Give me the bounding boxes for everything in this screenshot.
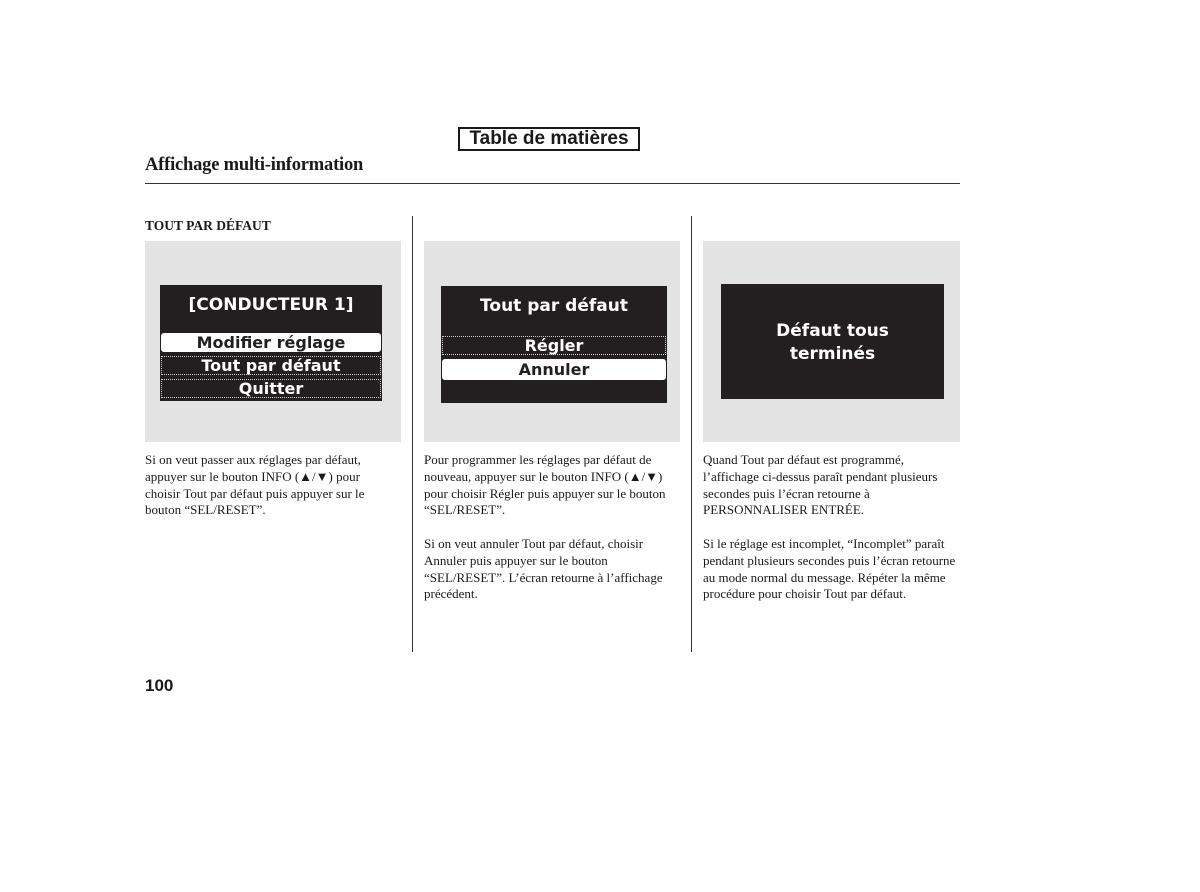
option-modifier-reglage: Modifier réglage — [161, 333, 381, 352]
middle-paragraph-2: Si on veut annuler Tout par défaut, choisir Annuler puis appuyer sur le bouton “SEL/RESET”. L’écran retourne à l’affichage précédent. — [424, 536, 663, 602]
right-paragraph-2: Si le réglage est incomplet, “Incomplet” paraît pendant plusieurs secondes puis l’écran retourne au mode normal du message. Répéter la même procédure pour choisir Tout par défaut. — [703, 536, 956, 602]
lcd-title: Tout par défaut — [480, 296, 628, 316]
column-divider-1 — [412, 216, 413, 652]
right-paragraph-1: Quand Tout par défaut est programmé, l’affichage ci-dessus paraît pendant plusieurs secondes puis l’écran retourne à PERSONNALISER ENTRÉE. — [703, 452, 938, 518]
section-heading: TOUT PAR DÉFAUT — [145, 218, 271, 233]
lcd-message-line-1: Défaut tous — [776, 321, 889, 341]
screen-illustration-default-done — [703, 241, 960, 442]
page-title: Affichage multi-information — [145, 155, 364, 175]
lcd-screen — [160, 285, 382, 401]
middle-paragraph-1: Pour programmer les réglages par défaut de nouveau, appuyer sur le bouton INFO (▲/▼) pour choisir Régler puis appuyer sur le bouton “SEL/RESET”. — [424, 452, 666, 518]
lcd-screen — [721, 284, 944, 399]
option-tout-par-defaut: Tout par défaut — [161, 356, 381, 375]
screen-illustration-driver-menu — [145, 241, 401, 442]
left-paragraph-1: Si on veut passer aux réglages par défaut, appuyer sur le bouton INFO (▲/▼) pour choisir Tout par défaut puis appuyer sur le bouton “SEL/RESET”. — [145, 452, 365, 518]
screen-illustration-default-confirm — [424, 241, 680, 442]
column-divider-2 — [691, 216, 692, 652]
option-quitter: Quitter — [161, 379, 381, 398]
page-number: 100 — [145, 676, 174, 695]
title-divider — [145, 183, 960, 184]
table-of-contents-button[interactable]: Table de matières — [458, 127, 640, 151]
lcd-title: [CONDUCTEUR 1] — [188, 295, 354, 315]
lcd-screen — [441, 286, 667, 403]
lcd-message — [721, 320, 944, 366]
option-regler: Régler — [442, 336, 666, 355]
option-annuler: Annuler — [442, 359, 666, 380]
lcd-message-line-2: terminés — [789, 344, 876, 364]
